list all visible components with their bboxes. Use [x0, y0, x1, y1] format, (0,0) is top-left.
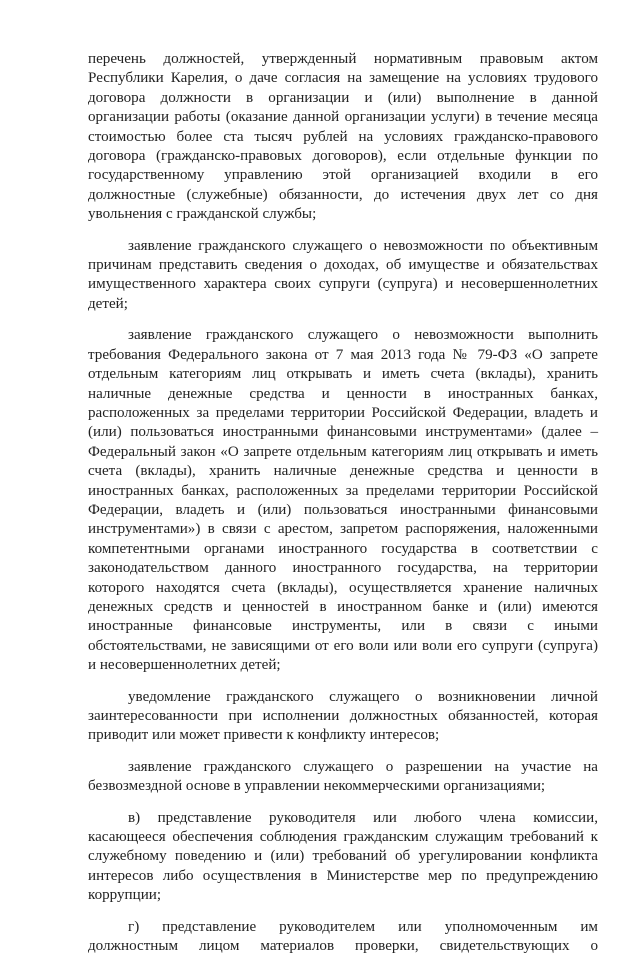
- text-line: компетентными органами иностранного государства в соответствии с: [88, 540, 598, 557]
- text-line: должностные (служебные) обязанности, до истечения двух лет со дня: [88, 186, 598, 203]
- text-line: законодательством данного иностранного государства, на территории: [88, 560, 598, 577]
- text-line: уведомление гражданского служащего о возникновении личной: [128, 688, 598, 705]
- paragraph-item-v: [88, 809, 598, 906]
- text-line: заинтересованности при исполнении должностных обязанностей, которая: [88, 708, 598, 724]
- paragraph-conflict-notification: [88, 688, 598, 746]
- paragraph-item-g: [88, 918, 598, 957]
- text-line: интересов либо осуществления в Министерстве мер по предупреждению: [88, 867, 598, 884]
- paragraph-job-list-consent: [88, 50, 598, 225]
- text-line: стоимостью более ста тысяч рублей на условиях гражданско-правового: [88, 128, 598, 145]
- text-line: увольнения с гражданской службы;: [88, 206, 317, 223]
- text-line: наличные денежные средства и ценности в иностранных банках,: [88, 385, 598, 402]
- document-page: [88, 50, 598, 968]
- paragraph-income-statement-application: [88, 237, 598, 315]
- paragraph-foreign-accounts-application: [88, 326, 598, 675]
- text-line: безвозмездной основе в управлении некоммерческими организациями;: [88, 778, 546, 795]
- text-line: заявление гражданского служащего о невозможности выполнить: [128, 327, 598, 344]
- text-line: денежных средств и ценностей в иностранном банке и (или) имеются: [88, 598, 598, 615]
- text-line: г) представление руководителем или уполномоченным им: [128, 918, 598, 935]
- text-line: договора должности в организации и (или) выполнение в данной: [88, 89, 598, 106]
- text-line: служебному поведению и (или) требований об урегулировании конфликта: [88, 848, 598, 865]
- text-line: отдельным категориям лиц открывать и иметь счета (вклады), хранить: [88, 366, 598, 383]
- text-line: приводит или может привести к конфликту интересов;: [88, 727, 440, 744]
- text-line: счета (вклады), хранить наличные денежные средства и ценности в: [88, 463, 598, 480]
- text-line: требования Федерального закона от 7 мая 2013 года № 79-ФЗ «О запрете: [88, 346, 598, 363]
- text-line: детей;: [88, 295, 128, 312]
- text-line: иностранных банках, расположенных за пределами территории Российской: [88, 482, 598, 499]
- paragraph-nonprofit-participation: [88, 758, 598, 797]
- text-line: (или) пользоваться иностранными финансовыми инструментами» (далее –: [88, 424, 598, 441]
- text-line: заявление гражданского служащего о разрешении на участие на: [128, 758, 598, 775]
- text-line: заявление гражданского служащего о невозможности по объективным: [128, 237, 598, 254]
- text-line: и несовершеннолетних детей;: [88, 657, 281, 674]
- text-line: Республики Карелия, о даче согласия на замещение на условиях трудового: [88, 70, 598, 87]
- text-line: причинам представить сведения о доходах, об имуществе и обязательствах: [88, 257, 598, 274]
- text-line: государственному управлению этой организацией входили в его: [88, 167, 598, 184]
- text-line: в) представление руководителя или любого члена комиссии,: [128, 809, 598, 826]
- text-line: обстоятельствами, не зависящими от его воли или воли его супруги (супруга): [88, 637, 598, 654]
- text-line: коррупции;: [88, 887, 162, 904]
- text-line: касающееся обеспечения соблюдения гражданским служащим требований к: [88, 829, 598, 846]
- text-line: Федеральный закон «О запрете отдельным категориям лиц открывать и иметь: [88, 443, 598, 460]
- text-line: организации работы (оказание данной организации услуги) в течение месяца: [88, 109, 598, 126]
- text-line: договора (гражданско-правовых договоров), если отдельные функции по: [88, 148, 598, 165]
- text-line: инструментами») в связи с арестом, запретом распоряжения, наложенными: [88, 521, 598, 538]
- text-line: имущественного характера своих супруги (супруга) и несовершеннолетних: [88, 276, 598, 293]
- text-line: должностным лицом материалов проверки, свидетельствующих о: [88, 938, 598, 955]
- text-line: Федерации, владеть и (или) пользоваться иностранными финансовыми: [88, 501, 598, 518]
- text-line: которого находятся счета (вклады), осуществляется хранение наличных: [88, 579, 598, 596]
- text-line: перечень должностей, утвержденный нормативным правовым актом: [88, 51, 598, 67]
- text-line: иностранные финансовые инструменты, или в связи с иными: [88, 618, 598, 635]
- text-line: расположенных за пределами территории Российской Федерации, владеть и: [88, 404, 598, 421]
